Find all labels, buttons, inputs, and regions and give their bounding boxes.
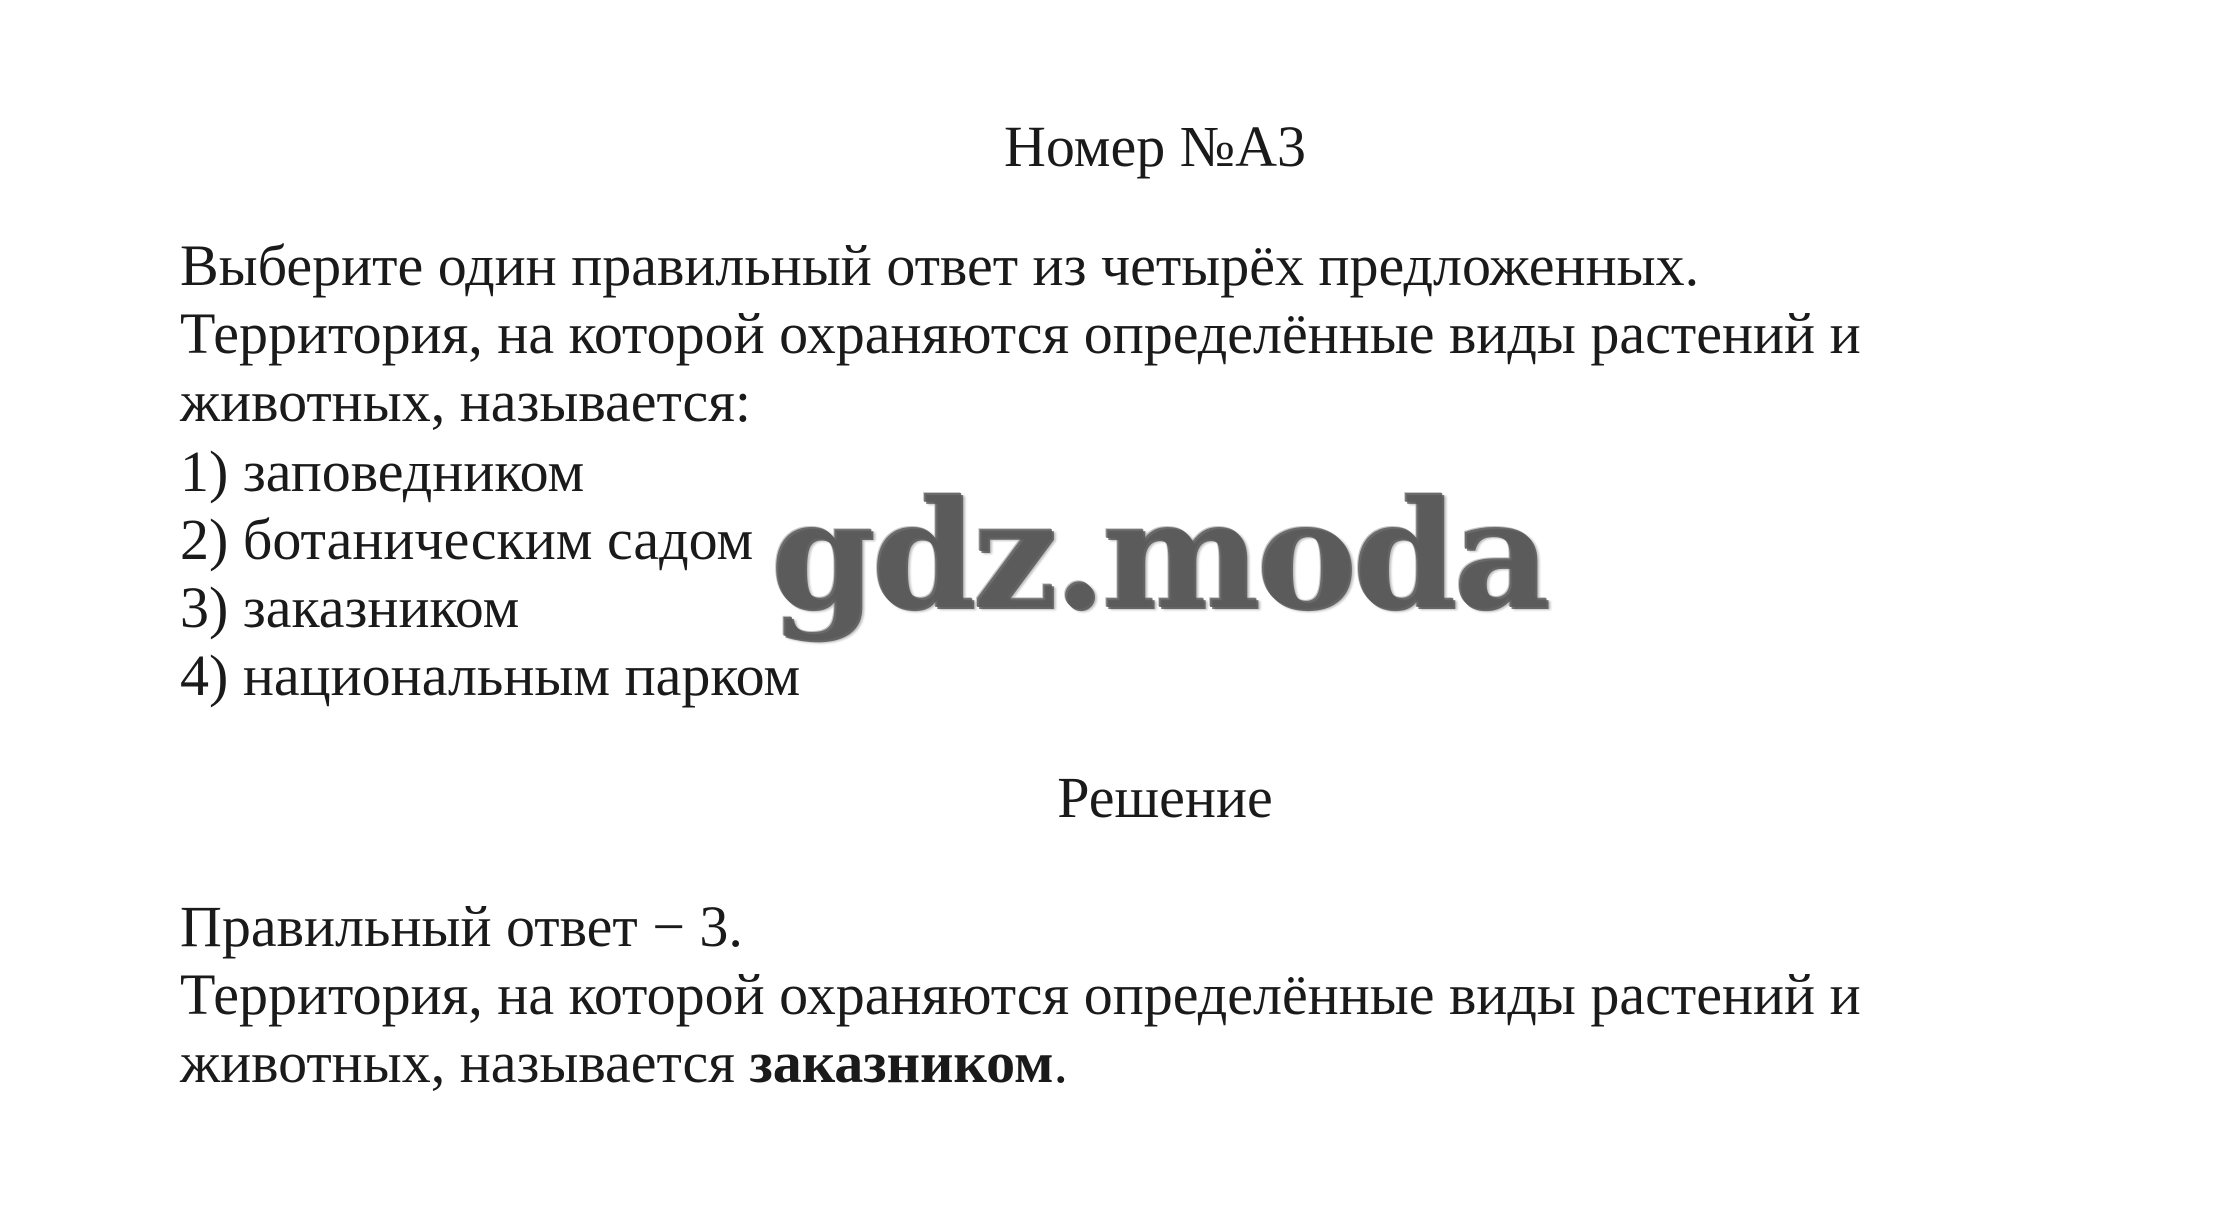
option-2: 2) ботаническим садом: [180, 507, 754, 572]
option-3: 3) заказником: [180, 575, 520, 640]
question-text: [180, 232, 1861, 436]
explanation-suffix: .: [1053, 1030, 1068, 1095]
option-1: 1) заповедником: [180, 439, 585, 504]
solution-text: [180, 893, 1861, 1097]
answer-term: заказником: [749, 1030, 1054, 1095]
question-line: животных, называется:: [180, 369, 752, 434]
page-title: Номер №А3: [1004, 114, 1306, 179]
watermark-logo: gdz.moda: [770, 467, 1547, 643]
explanation-line: Территория, на которой охраняются определённые виды растений и: [180, 962, 1861, 1027]
question-line: Территория, на которой охраняются определённые виды растений и: [180, 301, 1861, 366]
option-4: 4) национальным парком: [180, 643, 801, 708]
question-line: Выберите один правильный ответ из четырёх предложенных.: [180, 233, 1700, 298]
explanation-line: [180, 1029, 1861, 1097]
explanation-prefix: животных, называется: [180, 1030, 750, 1095]
answer-options: [180, 438, 800, 710]
solution-heading: Решение: [1057, 765, 1273, 830]
correct-answer-line: Правильный ответ − 3.: [180, 894, 743, 959]
